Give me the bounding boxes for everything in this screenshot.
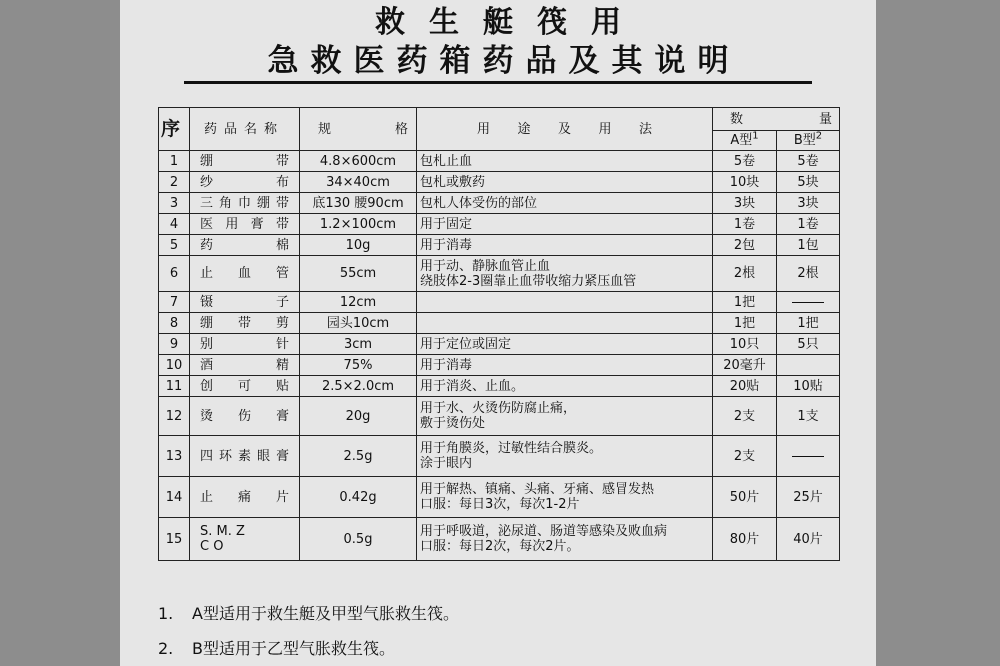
qty-type-a: 3块 <box>713 193 777 214</box>
qty-type-a: 2支 <box>713 436 777 477</box>
medicine-name: 止痛片 <box>190 477 300 518</box>
row-number: 12 <box>159 397 190 436</box>
table-row <box>159 436 840 477</box>
medicine-use <box>417 292 713 313</box>
medicine-name: 绷带 <box>190 151 300 172</box>
medicine-name: 绷带剪 <box>190 313 300 334</box>
medicine-use: 用于呼吸道，泌尿道、肠道等感染及败血病 口服：每日2次，每次2片。 <box>417 518 713 561</box>
row-number: 13 <box>159 436 190 477</box>
qty-type-a: 1把 <box>713 313 777 334</box>
medicine-spec: 3cm <box>300 334 417 355</box>
table-row <box>159 292 840 313</box>
medicine-use: 用于水、火烫伤防腐止痛， 敷于烫伤处 <box>417 397 713 436</box>
table-row <box>159 313 840 334</box>
table-row <box>159 172 840 193</box>
medicine-spec: 34×40cm <box>300 172 417 193</box>
none-dash <box>792 456 824 457</box>
medicine-spec: 底130 腰90cm <box>300 193 417 214</box>
header-name: 药品名称 <box>190 108 300 151</box>
table-row <box>159 334 840 355</box>
document-page <box>120 0 876 666</box>
qty-type-b: 5卷 <box>777 151 840 172</box>
medicine-name: 三角巾绷带 <box>190 193 300 214</box>
qty-type-b: 40片 <box>777 518 840 561</box>
qty-type-b: 1卷 <box>777 214 840 235</box>
medicine-spec: 0.5g <box>300 518 417 561</box>
medicine-name: 酒精 <box>190 355 300 376</box>
qty-type-a: 80片 <box>713 518 777 561</box>
header-use: 用 途 及 用 法 <box>417 108 713 151</box>
table-row <box>159 256 840 292</box>
table-row <box>159 397 840 436</box>
qty-type-b: 3块 <box>777 193 840 214</box>
footnote-2: 2. B型适用于乙型气胀救生筏。 <box>158 639 395 658</box>
medicine-use: 用于动、静脉血管止血 绕肢体2-3圈靠止血带收缩力紧压血管 <box>417 256 713 292</box>
none-dash <box>792 302 824 303</box>
row-number: 14 <box>159 477 190 518</box>
medicine-spec: 75% <box>300 355 417 376</box>
table-row <box>159 376 840 397</box>
medicine-spec: 0.42g <box>300 477 417 518</box>
qty-type-b: 1把 <box>777 313 840 334</box>
table-row <box>159 214 840 235</box>
qty-type-a: 20贴 <box>713 376 777 397</box>
medicine-use: 用于消毒 <box>417 235 713 256</box>
medicine-use: 用于消毒 <box>417 355 713 376</box>
medicine-name: 医用膏带 <box>190 214 300 235</box>
medicine-spec: 1.2×100cm <box>300 214 417 235</box>
medicine-name: 别针 <box>190 334 300 355</box>
row-number: 3 <box>159 193 190 214</box>
row-number: 4 <box>159 214 190 235</box>
header-no: 序 <box>159 108 190 151</box>
medicine-name: 四环素眼膏 <box>190 436 300 477</box>
qty-type-b: 5块 <box>777 172 840 193</box>
medicine-name: 药棉 <box>190 235 300 256</box>
medicine-name: 镊子 <box>190 292 300 313</box>
header-type-b: B型$^2$ <box>777 131 840 151</box>
title-line-1: 救生艇筏用 <box>375 5 645 40</box>
medicine-spec: 12cm <box>300 292 417 313</box>
medicine-spec: 20g <box>300 397 417 436</box>
row-number: 11 <box>159 376 190 397</box>
medicine-use: 用于消炎、止血。 <box>417 376 713 397</box>
table-row <box>159 151 840 172</box>
qty-type-b: 5只 <box>777 334 840 355</box>
table-row <box>159 518 840 561</box>
row-number: 8 <box>159 313 190 334</box>
header-spec: 规 格 <box>300 108 417 151</box>
medicine-use: 用于角膜炎，过敏性结合膜炎。 涂于眼内 <box>417 436 713 477</box>
medicine-spec: 2.5g <box>300 436 417 477</box>
row-number: 7 <box>159 292 190 313</box>
medicine-use: 用于固定 <box>417 214 713 235</box>
medicine-name: S. M. Z C O <box>190 518 300 561</box>
medicine-spec: 4.8×600cm <box>300 151 417 172</box>
qty-type-a: 2支 <box>713 397 777 436</box>
qty-type-a: 2根 <box>713 256 777 292</box>
footnote-1: 1. A型适用于救生艇及甲型气胀救生筏。 <box>158 604 459 623</box>
qty-type-b: 1包 <box>777 235 840 256</box>
footnotes <box>158 596 459 666</box>
qty-type-a: 50片 <box>713 477 777 518</box>
qty-type-a: 1把 <box>713 292 777 313</box>
row-number: 10 <box>159 355 190 376</box>
row-number: 1 <box>159 151 190 172</box>
medicine-name: 止血管 <box>190 256 300 292</box>
qty-type-b <box>777 355 840 376</box>
medicine-spec: 2.5×2.0cm <box>300 376 417 397</box>
medicine-name: 烫伤膏 <box>190 397 300 436</box>
header-qty: 数 量 <box>713 108 840 131</box>
qty-type-a: 20毫升 <box>713 355 777 376</box>
medicine-use: 包札人体受伤的部位 <box>417 193 713 214</box>
medicine-spec: 10g <box>300 235 417 256</box>
row-number: 2 <box>159 172 190 193</box>
qty-type-a: 10只 <box>713 334 777 355</box>
row-number: 5 <box>159 235 190 256</box>
medicine-use: 用于定位或固定 <box>417 334 713 355</box>
qty-type-b: 2根 <box>777 256 840 292</box>
qty-type-b: 25片 <box>777 477 840 518</box>
header-row <box>159 108 840 131</box>
qty-type-b <box>777 292 840 313</box>
table-row <box>159 477 840 518</box>
medicine-table <box>158 107 840 561</box>
row-number: 6 <box>159 256 190 292</box>
medicine-use: 包札或敷药 <box>417 172 713 193</box>
header-type-a: A型$^1$ <box>713 131 777 151</box>
qty-type-a: 10块 <box>713 172 777 193</box>
qty-type-a: 1卷 <box>713 214 777 235</box>
medicine-spec: 55cm <box>300 256 417 292</box>
medicine-name: 创可贴 <box>190 376 300 397</box>
medicine-name: 纱布 <box>190 172 300 193</box>
row-number: 9 <box>159 334 190 355</box>
table-row <box>159 355 840 376</box>
row-number: 15 <box>159 518 190 561</box>
title-underline <box>184 81 812 84</box>
qty-type-a: 5卷 <box>713 151 777 172</box>
qty-type-b: 10贴 <box>777 376 840 397</box>
medicine-use: 包札止血 <box>417 151 713 172</box>
title-line-2: 急救医药箱药品及其说明 <box>267 43 741 79</box>
medicine-use: 用于解热、镇痛、头痛、牙痛、感冒发热 口服：每日3次，每次1-2片 <box>417 477 713 518</box>
qty-type-b <box>777 436 840 477</box>
medicine-spec: 园头10cm <box>300 313 417 334</box>
qty-type-b: 1支 <box>777 397 840 436</box>
medicine-use <box>417 313 713 334</box>
table-row <box>159 193 840 214</box>
table-row <box>159 235 840 256</box>
qty-type-a: 2包 <box>713 235 777 256</box>
